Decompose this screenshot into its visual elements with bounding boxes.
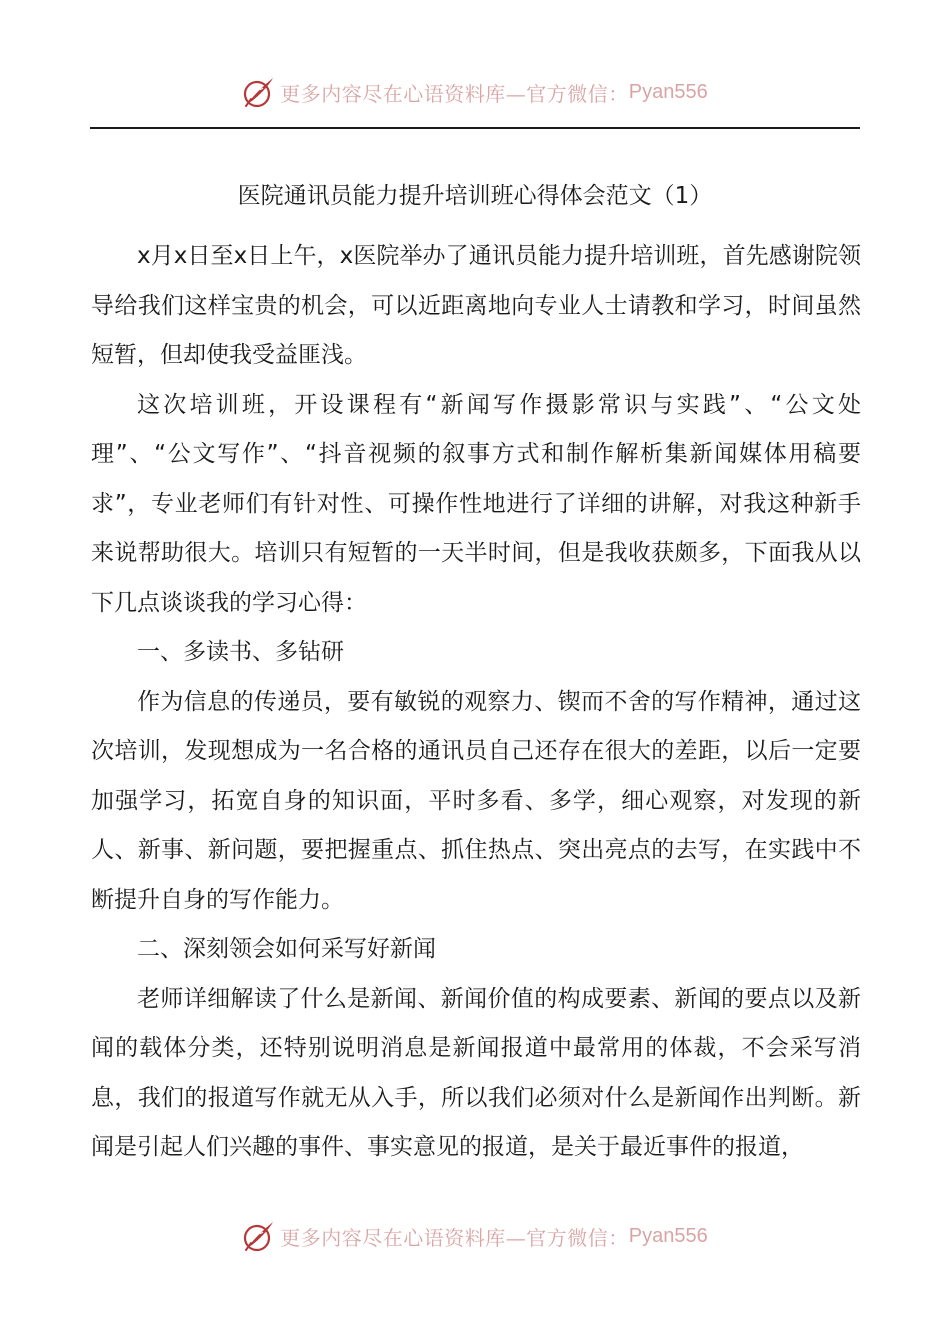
header-banner — [0, 70, 950, 114]
banner-wechat-id: Pyan556 — [628, 80, 708, 103]
paragraph: 这次培训班，开设课程有“新闻写作摄影常识与实践”、“公文处理”、“公文写作”、“抖音视频的叙事方式和制作解析集新闻媒体用稿要求”，专业老师们有针对性、可操作性地进行了详细的讲解，对我这种新手来说帮助很大。培训只有短暂的一天半时间，但是我收获颇多，下面我从以下几点谈谈我的学习心得： — [91, 391, 861, 616]
header-divider — [90, 127, 860, 129]
section-heading: 一、多读书、多钻研 — [137, 639, 344, 665]
paragraph: 老师详细解读了什么是新闻、新闻价值的构成要素、新闻的要点以及新闻的载体分类，还特别说明消息是新闻报道中最常用的体裁，不会采写消息，我们的报道写作就无从入手，所以我们必须对什么是新闻作出判断。新闻是引起人们兴趣的事件、事实意见的报道，是关于最近事件的报道， — [91, 985, 861, 1160]
footer-banner — [0, 1214, 950, 1258]
banner-wechat-id: Pyan556 — [628, 1224, 708, 1247]
document-body — [91, 232, 861, 1173]
banner-promo-text: 更多内容尽在心语资料库—官方微信： — [280, 1225, 629, 1250]
paragraph: x月x日至x日上午，x医院举办了通讯员能力提升培训班，首先感谢院领导给我们这样宝贵的机会，可以近距离地向专业人士请教和学习，时间虽然短暂，但却使我受益匪浅。 — [91, 243, 861, 368]
banner-promo-text: 更多内容尽在心语资料库—官方微信： — [280, 81, 629, 106]
document-title: 医院通讯员能力提升培训班心得体会范文（1） — [237, 183, 713, 209]
section-heading: 二、深刻领会如何采写好新闻 — [137, 936, 436, 962]
quill-pen-logo-icon — [242, 1219, 276, 1253]
quill-pen-logo-icon — [242, 75, 276, 109]
paragraph: 作为信息的传递员，要有敏锐的观察力、锲而不舍的写作精神，通过这次培训，发现想成为一名合格的通讯员自己还存在很大的差距，以后一定要加强学习，拓宽自身的知识面，平时多看、多学，细心观察，对发现的新人、新事、新问题，要把握重点、抓住热点、突出亮点的去写，在实践中不断提升自身的写作能力。 — [91, 688, 861, 913]
